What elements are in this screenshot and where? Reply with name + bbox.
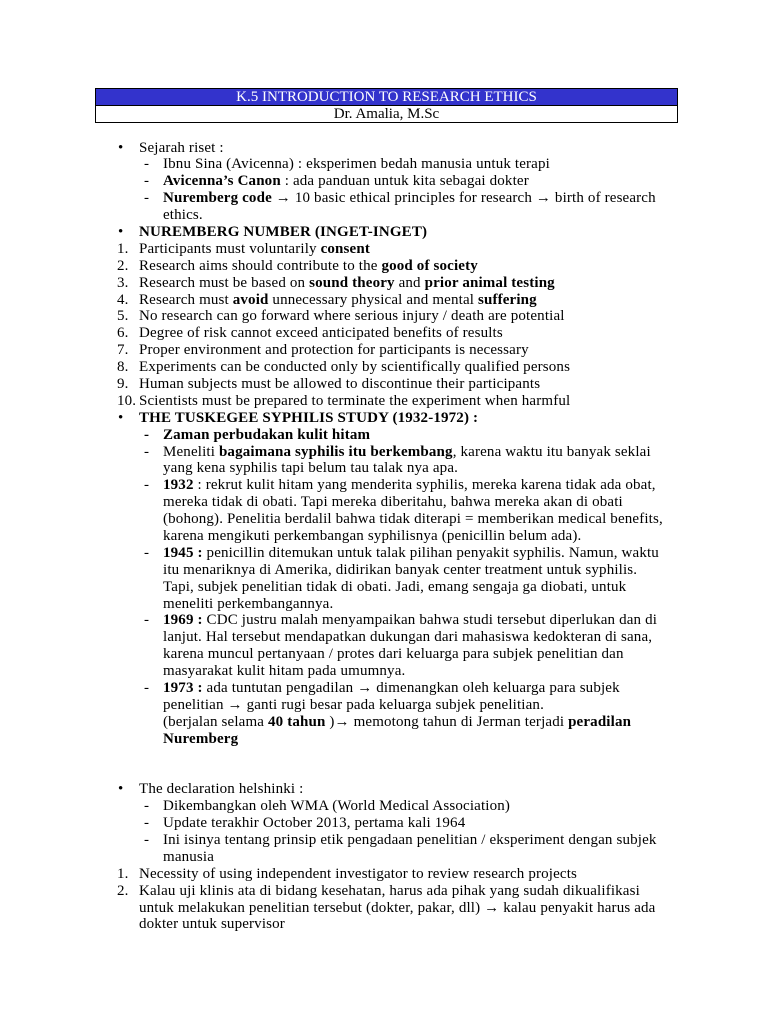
heading-text: Sejarah riset : <box>139 139 224 156</box>
item-line <box>0 494 768 511</box>
bullet-marker: • <box>118 409 124 426</box>
bullet-marker: • <box>118 781 124 798</box>
item-line <box>0 511 768 528</box>
item-line <box>0 714 768 731</box>
item-bold-text: avoid <box>232 291 269 308</box>
item-text: lanjut. Hal tersebut mendapatkan dukungan dari mahasiswa kedokteran di sana, <box>163 629 653 646</box>
item-line <box>0 697 768 714</box>
item-bold-text: good of society <box>381 257 478 274</box>
item-line <box>0 849 768 866</box>
nuremberg-item <box>0 342 768 359</box>
list-number: 10. <box>117 392 137 409</box>
dash-marker: - <box>144 798 150 815</box>
dash-marker: - <box>144 477 150 494</box>
nuremberg-item <box>0 376 768 393</box>
item-text: penicillin ditemukan untuk talak pilihan penyakit syphilis. Namun, waktu <box>202 544 659 561</box>
tuskegee-item-1945 <box>0 545 768 613</box>
item-text: Dikembangkan oleh WMA (World Medical Association) <box>163 798 511 815</box>
item-year: 1932 <box>163 477 194 494</box>
tuskegee-item-1969 <box>0 612 768 680</box>
nuremberg-section <box>0 224 768 410</box>
item-bold-text: Avicenna’s Canon <box>163 173 281 190</box>
item-text: Proper environment and protection for participants is necessary <box>139 342 529 359</box>
declaration-numbered-item <box>0 866 768 883</box>
tuskegee-item-zaman <box>0 427 768 444</box>
item-text: ada tuntutan pengadilan → dimenangkan oleh keluarga para subjek <box>202 680 620 696</box>
item-bold-text: Zaman perbudakan kulit hitam <box>163 426 371 443</box>
dash-marker: - <box>144 156 150 173</box>
item-text: meneliti perkembangannya. <box>163 595 334 612</box>
declaration-heading <box>0 781 768 798</box>
document-author: Dr. Amalia, M.Sc <box>333 106 440 122</box>
item-line <box>0 663 768 680</box>
nuremberg-item <box>0 325 768 342</box>
item-text: Necessity of using independent investigator to review research projects <box>139 865 578 882</box>
item-line <box>0 545 768 562</box>
item-text: Ini isinya tentang prinsip etik pengadaan penelitian / eksperiment dengan subjek <box>163 832 657 849</box>
sejarah-item-avicenna-canon <box>0 173 768 190</box>
list-number: 5. <box>117 308 129 325</box>
declaration-item <box>0 798 768 815</box>
document-title: K.5 INTRODUCTION TO RESEARCH ETHICS <box>96 89 677 106</box>
list-number: 2. <box>117 257 129 274</box>
blank-line <box>0 764 768 781</box>
item-line <box>0 579 768 596</box>
heading-text: THE TUSKEGEE SYPHILIS STUDY (1932-1972) : <box>139 409 479 426</box>
item-bold-text: peradilan <box>568 713 632 730</box>
declaration-item <box>0 832 768 866</box>
declaration-item <box>0 815 768 832</box>
item-year: 1945 : <box>163 544 203 561</box>
item-text: mereka tidak di obati. Tapi mereka diberitahu, bahwa mereka akan di obati <box>163 494 623 511</box>
item-bold-text: consent <box>320 240 370 257</box>
item-text: Tapi, subjek penelitian tidak di obati. Jadi, emang sengaja ga diobati, untuk <box>163 578 627 595</box>
item-line <box>0 680 768 697</box>
sejarah-item-ibnu-sina <box>0 156 768 173</box>
item-line <box>0 832 768 849</box>
item-line <box>0 883 768 900</box>
bullet-marker: • <box>118 139 124 156</box>
dash-marker: - <box>144 544 150 561</box>
nuremberg-item <box>0 275 768 292</box>
item-text: CDC justru malah menyampaikan bahwa studi tersebut diperlukan dan di <box>202 612 658 629</box>
item-text: unnecessary physical and mental <box>268 291 478 308</box>
item-bold-text: suffering <box>477 291 537 308</box>
item-text: penelitian → ganti rugi besar pada keluarga subjek penelitian. <box>163 696 544 713</box>
item-text: Ibnu Sina (Avicenna) : eksperimen bedah manusia untuk terapi <box>163 156 550 173</box>
item-text: Research aims should contribute to the <box>139 257 382 274</box>
tuskegee-item-1932 <box>0 477 768 545</box>
item-line <box>0 460 768 477</box>
list-number: 9. <box>117 375 129 392</box>
item-line <box>0 731 768 748</box>
item-line <box>0 629 768 646</box>
item-text: Research must be based on <box>139 274 310 291</box>
item-line <box>0 444 768 461</box>
item-text: Meneliti <box>163 443 219 460</box>
item-text: Participants must voluntarily <box>139 240 321 257</box>
item-line <box>0 562 768 579</box>
list-number: 1. <box>117 240 129 257</box>
sejarah-item-nuremberg-code <box>0 190 768 224</box>
tuskegee-section <box>0 410 768 748</box>
nuremberg-item <box>0 359 768 376</box>
dash-marker: - <box>144 612 150 629</box>
tuskegee-heading <box>0 410 768 427</box>
item-text: (berjalan selama <box>163 713 268 730</box>
declaration-numbered-item <box>0 883 768 934</box>
tuskegee-item-meneliti <box>0 444 768 478</box>
item-line <box>0 612 768 629</box>
list-number: 6. <box>117 325 129 342</box>
dash-marker: - <box>144 832 150 849</box>
nuremberg-item <box>0 241 768 258</box>
item-line <box>0 528 768 545</box>
nuremberg-heading <box>0 224 768 241</box>
item-bold-text: prior animal testing <box>424 274 555 291</box>
item-text: Kalau uji klinis ata di bidang kesehatan, harus ada pihak yang sudah dikualifikasi <box>139 882 640 899</box>
item-line <box>0 900 768 917</box>
item-text: , karena waktu itu banyak seklai <box>452 443 651 460</box>
title-table <box>95 88 678 123</box>
tuskegee-item-1973 <box>0 680 768 748</box>
list-number: 8. <box>117 359 129 376</box>
item-text: and <box>394 274 425 291</box>
item-bold-text: 40 tahun <box>268 713 326 730</box>
item-text: Scientists must be prepared to terminate the experiment when harmful <box>139 392 571 409</box>
item-text: (bohong). Penelitia berdalil bahwa tidak diterapi = memberikan medical benefits, <box>163 511 663 528</box>
item-line <box>0 207 768 224</box>
item-text: Update terakhir October 2013, pertama kali 1964 <box>163 815 466 832</box>
item-text: karena mengikuti perkembangan syphilisnya (penicillin belum ada). <box>163 527 582 544</box>
item-text: : rekrut kulit hitam yang menderita syphilis, mereka karena tidak ada obat, <box>193 477 656 494</box>
list-number: 3. <box>117 274 129 291</box>
nuremberg-item <box>0 258 768 275</box>
item-text: untuk melakukan penelitian tersebut (dokter, pakar, dll) → kalau penyakit harus ada <box>139 899 656 916</box>
document-body <box>0 140 768 934</box>
item-text: )→ memotong tahun di Jerman terjadi <box>325 713 569 730</box>
item-line <box>0 190 768 207</box>
item-text: → 10 basic ethical principles for research → birth of research <box>271 190 656 207</box>
item-text: Degree of risk cannot exceed anticipated benefits of results <box>139 325 503 342</box>
item-text: ethics. <box>163 207 203 224</box>
list-number: 2. <box>117 882 129 899</box>
item-text: Experiments can be conducted only by scientifically qualified persons <box>139 359 571 376</box>
item-text: Research must <box>139 291 233 308</box>
item-text: itu menariknya di Amerika, didirikan banyak center treatment untuk syphilis. <box>163 561 638 578</box>
item-text: : ada panduan untuk kita sebagai dokter <box>280 173 529 190</box>
dash-marker: - <box>144 173 150 190</box>
item-text: yang kena syphilis tapi belum tau talak nya apa. <box>163 460 459 477</box>
heading-text: The declaration helshinki : <box>139 781 304 798</box>
nuremberg-item <box>0 292 768 309</box>
dash-marker: - <box>144 815 150 832</box>
item-line <box>0 477 768 494</box>
item-text: dokter untuk supervisor <box>139 916 285 933</box>
blank-line <box>0 748 768 765</box>
nuremberg-item <box>0 393 768 410</box>
dash-marker: - <box>144 443 150 460</box>
item-text: masyarakat kulit hitam pada umumnya. <box>163 663 406 680</box>
list-number: 4. <box>117 291 129 308</box>
dash-marker: - <box>144 426 150 443</box>
item-bold-text: bagaimana syphilis itu berkembang <box>218 443 453 460</box>
item-text: No research can go forward where serious injury / death are potential <box>139 308 565 325</box>
item-text: manusia <box>163 848 215 865</box>
nuremberg-item <box>0 308 768 325</box>
sejarah-heading <box>0 140 768 157</box>
item-bold-text: Nuremberg <box>163 730 239 747</box>
item-line <box>0 916 768 933</box>
item-text: karena muncul pertanyaan / protes dari keluarga para subjek penelitian dan <box>163 646 624 663</box>
list-number: 1. <box>117 865 129 882</box>
declaration-section <box>0 781 768 933</box>
item-bold-text: Nuremberg code <box>163 190 272 207</box>
dash-marker: - <box>144 680 150 696</box>
heading-text: NUREMBERG NUMBER (INGET-INGET) <box>139 223 428 240</box>
dash-marker: - <box>144 190 150 207</box>
item-year: 1973 : <box>163 680 203 696</box>
bullet-marker: • <box>118 223 124 240</box>
list-number: 7. <box>117 342 129 359</box>
item-line <box>0 596 768 613</box>
item-year: 1969 : <box>163 612 203 629</box>
item-bold-text: sound theory <box>309 274 395 291</box>
sejarah-section <box>0 140 768 224</box>
item-line <box>0 646 768 663</box>
item-text: Human subjects must be allowed to discontinue their participants <box>139 375 541 392</box>
